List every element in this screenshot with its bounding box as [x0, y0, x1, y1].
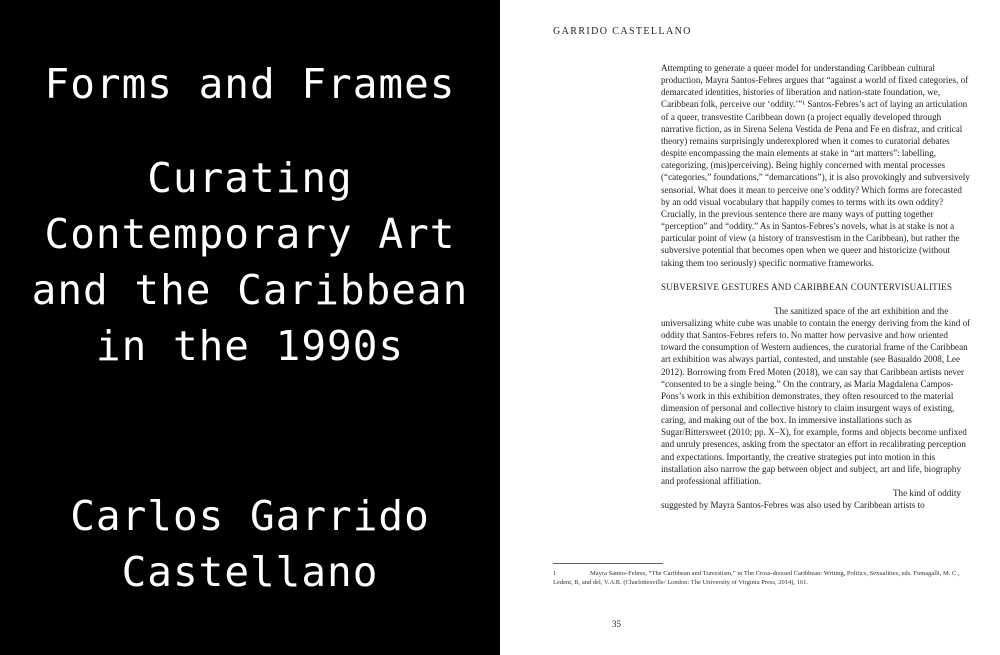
footnote-divider: [553, 563, 663, 564]
paragraph: The kind of oddity suggested by Mayra Santos-Febres was also used by Caribbean artists to: [661, 488, 961, 511]
book-title: [0, 58, 500, 110]
paragraph: Attempting to generate a queer model for understanding Caribbean cultural production, Mayra Santos-Febres argues that “against a world of fixed categories, of demarcated identities, histories of liberation and nation-state foundation, we, Caribbean folk, perceive our ‘oddity.’”¹ Santos-Febres’s act of laying an articulation of a queer, transvestite Caribbean down (a project equally developed through narrative fiction, as in Sirena Selena Vestida de Pena and Fe en disfraz, and critical theory) remains surprisingly underexplored when it comes to curatorial debates despite encompassing the main elements at stake in “art matters”: labelling, categorizing, (mis)perceiving). Being highly concerned with mental processes (“categories,” foundations,” “demarcations”), it is also provokingly and subversively sensorial. What does it mean to perceive one’s oddity? Which forms are forecasted by an odd visual vocabulary that happily comes to terms with its own oddity? Crucially, in the previous sentence there are many ways of putting together “perception” and “oddity.” As in Santos-Febres’s novels, what is at stake is not a particular point of view (a history of transvestism in the Caribbean), but rather the subversive potential that becomes open when we queer and historicize (without taking them too seriously) specific normative frameworks.: [661, 63, 970, 268]
right-page: [500, 0, 1000, 655]
footnote: [553, 569, 963, 587]
book-author: [0, 488, 500, 600]
section-heading: SUBVERSIVE GESTURES AND CARIBBEAN COUNTERVISUALITIES: [661, 281, 953, 292]
footnote-number: 1: [553, 570, 557, 577]
subtitle-line: in the 1990s: [95, 322, 405, 370]
subtitle-line: Contemporary Art: [44, 210, 456, 258]
running-head: GARRIDO CASTELLANO: [553, 26, 692, 37]
paragraph: The sanitized space of the art exhibition and the universalizing white cube was unable to contain the energy deriving from the kind of oddity that Santos-Febres refers to. No matter how pervasive and how oriented toward the consumption of Western audiences, the curatorial frame of the Caribbean art exhibition was always partial, contested, and unstable (see Basualdo 2008, Lee 2012). Borrowing from Fred Moten (2018), we can say that Caribbean artists never “consented to be a single being.” On the contrary, as María Magdalena Campos-Pons’s work in this exhibition demonstrates, they often resourced to the material dimension of personal and collective history to claim insurgent ways of existing, caring, and making out of the box. In immersive installations such as Sugar/Bittersweet (2010; pp. X–X), for example, forms and objects become unfixed and unruly presences, asking from the spectator an effort in recalibrating perception and expectations. Importantly, the creative strategies put into motion in this installation also narrow the gap between object and subject, art and life, biography and professional affiliation.: [661, 305, 971, 486]
footnote-text: Mayra Santos-Febres, “The Caribbean and Travestism,” in The Cross-dressed Caribbean: Writing, Politics, Sexualities, eds. Fumagalli, M. C., Ledent, B, and del, V.A.R. (Charlottesville/ London: The University of Virginia Press, 2014), 161.: [553, 570, 960, 587]
author-line: Carlos Garrido: [70, 492, 430, 540]
book-subtitle: [0, 150, 500, 374]
subtitle-line: Curating: [147, 154, 353, 202]
title-line: Forms and Frames: [44, 60, 456, 108]
page-number: 35: [612, 619, 621, 629]
body-text: [661, 62, 971, 511]
author-line: Castellano: [121, 548, 379, 596]
subtitle-line: and the Caribbean: [31, 266, 469, 314]
